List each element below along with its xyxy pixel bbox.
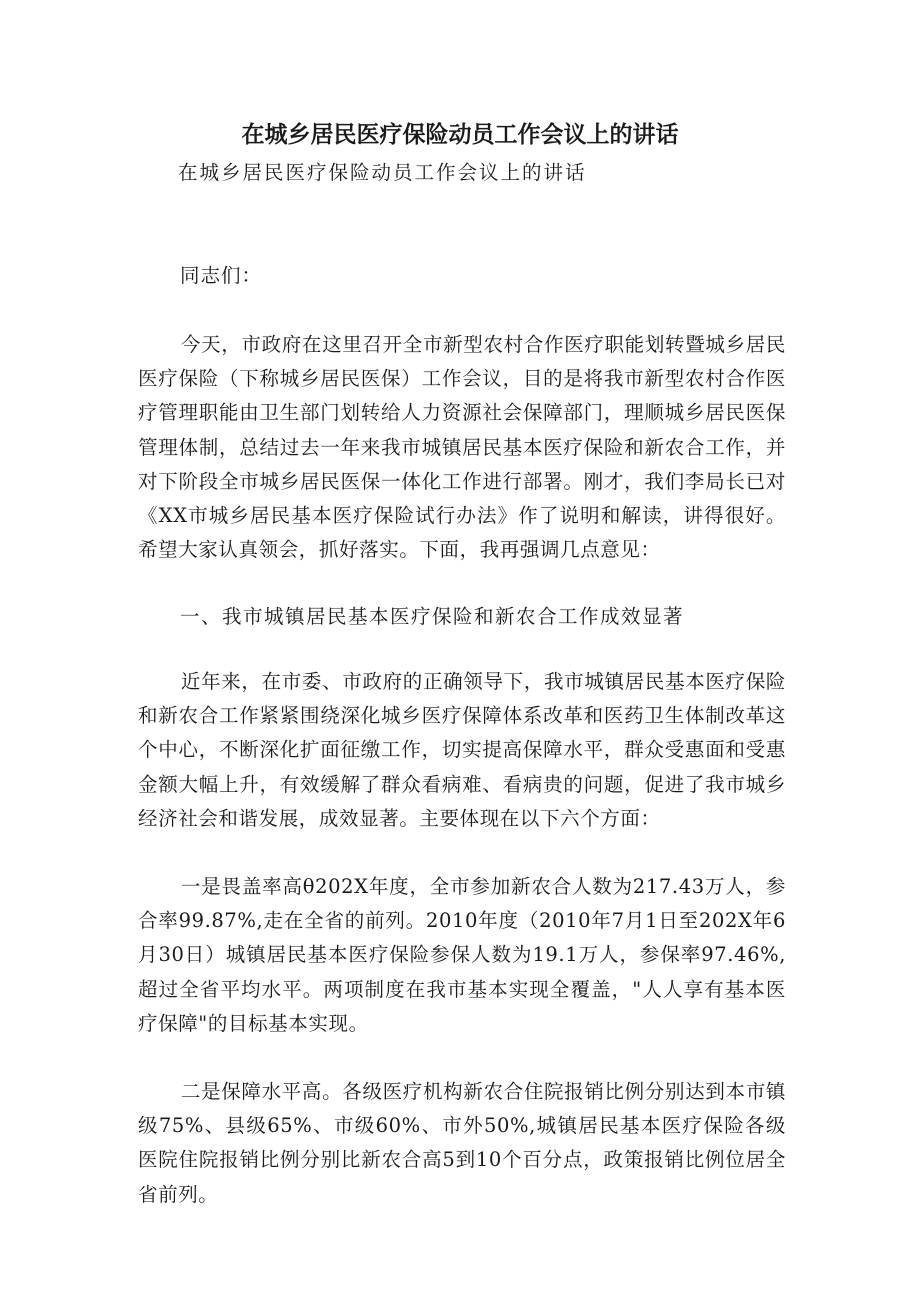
document-subtitle: 在城乡居民医疗保险动员工作会议上的讲话 bbox=[178, 161, 587, 184]
paragraph-intro: 今天，市政府在这里召开全市新型农村合作医疗职能划转暨城乡居民医疗保险（下称城乡居民医保）工作会议，目的是将我市新型农村合作医疗管理职能由卫生部门划转给人力资源社会保障部门，理顺城乡居民医保管理体制，总结过去一年来我市城镇居民基本医疗保险和新农合工作，并对下阶段全市城乡居民医保一体化工作进行部署。刚才，我们李局长已对《XX市城乡居民基本医疗保险试行办法》作了说明和解读，讲得很好。希望大家认真领会，抓好落实。下面，我再强调几点意见： bbox=[138, 333, 786, 562]
salutation: 同志们： bbox=[180, 264, 263, 287]
paragraph-achievements: 近年来，在市委、市政府的正确领导下，我市城镇居民基本医疗保险和新农合工作紧紧围绕深化城乡医疗保障体系改革和医药卫生体制改革这个中心，不断深化扩面征缴工作，切实提高保障水平，群众受惠面和受惠金额大幅上升，有效缓解了群众看病难、看病贵的问题，促进了我市城乡经济社会和谐发展，成效显著。主要体现在以下六个方面： bbox=[138, 670, 786, 830]
section-heading-1: 一、我市城镇居民基本医疗保险和新农合工作成效显著 bbox=[180, 605, 685, 628]
paragraph-point-two: 二是保障水平高。各级医疗机构新农合住院报销比例分别达到本市镇级75%、县级65%、市级60%、市外50%,城镇居民基本医疗保险各级医院住院报销比例分别比新农合高5到10个百分点，政策报销比例位居全省前列。 bbox=[138, 1080, 786, 1206]
paragraph-point-one: 一是畏盖率高θ202X年度，全市参加新农合人数为217.43万人，参合率99.87%,走在全省的前列。2010年度（2010年7月1日至202X年6月30日）城镇居民基本医疗保险参保人数为19.1万人，参保率97.46%,超过全省平均水平。两项制度在我市基本实现全覆盖，"人人享有基本医疗保障"的目标基本实现。 bbox=[138, 875, 786, 1035]
document-title: 在城乡居民医疗保险动员工作会议上的讲话 bbox=[241, 122, 679, 148]
